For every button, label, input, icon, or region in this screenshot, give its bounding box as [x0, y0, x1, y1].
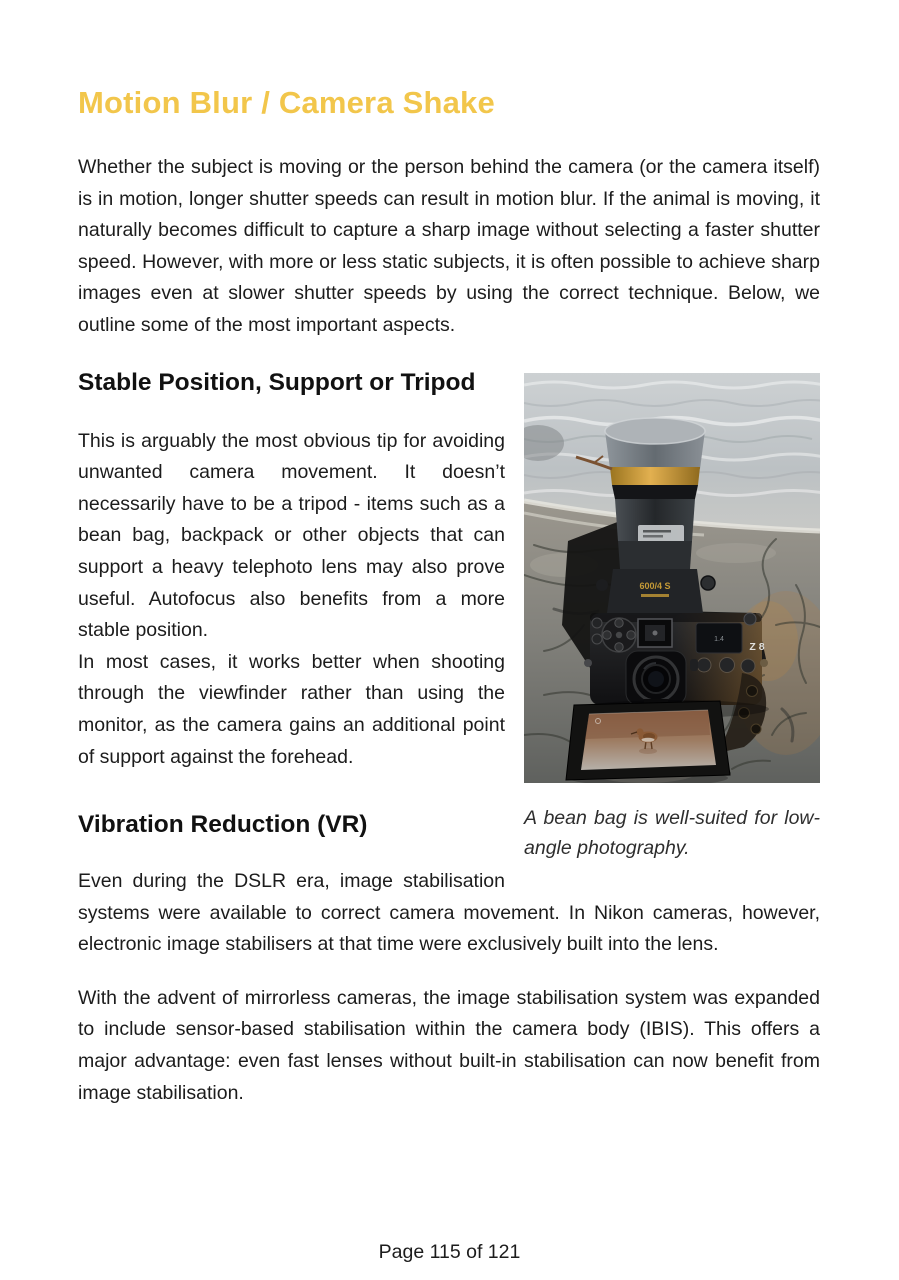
gold-lens-ring: [610, 467, 700, 485]
intro-paragraph: Whether the subject is moving or the person behind the camera (or the camera itself) is in motion, longer shutter speeds can result in motion blur. If the animal is moving, it naturally becomes difficult to capture a sharp image without selecting a faster shutter speed. However, with more or less static subjects, it is often possible to achieve sharp images even at slower shutter speeds by using the correct technique. Below, we outline some of the most important aspects.: [78, 156, 820, 336]
vibration-reduction-paragraph-1: Even during the DSLR era, image stabilisation systems were available to correct camera movement. In Nikon cameras, however, electronic image stabilisers at that time were exclusively built into the lens.: [78, 870, 820, 956]
lens-model-label: 600/4 S: [639, 580, 671, 591]
stable-position-paragraph-1: This is arguably the most obvious tip for avoiding unwanted camera movement. It doesn’t necessarily have to be a tripod - items such as a bean bag, backpack or other objects that can support a heavy telephoto lens may also prove useful. Autofocus also benefits from a more stable position.: [78, 429, 505, 642]
top-lcd-value: 1.4: [714, 635, 724, 643]
section-heading-stable-position: Stable Position, Support or Tripod: [78, 368, 476, 396]
camera-model-badge: Z 8: [749, 640, 765, 653]
figure-bean-bag-photo: [524, 373, 820, 863]
stable-position-paragraph-2: In most cases, it works better when shooting through the viewfinder rather than using the monitor, as the camera gains an additional point of support against the forehead.: [78, 650, 505, 768]
bean-bag-photo: [524, 373, 820, 783]
vibration-reduction-paragraph-2: With the advent of mirrorless cameras, the image stabilisation system was expanded to include sensor-based stabilisation within the camera body (IBIS). This offers a major advantage: even fast lenses without built-in stabilisation can now benefit from image stabilisation.: [78, 986, 820, 1104]
page-number: Page 115 of 121: [378, 1241, 521, 1263]
figure-caption: A bean bag is well-suited for low-angle photography.: [524, 806, 820, 859]
flip-screen: [566, 699, 730, 783]
section-heading-vibration-reduction: Vibration Reduction (VR): [78, 811, 368, 839]
lens-info-plate: [638, 525, 684, 543]
page-title: Motion Blur / Camera Shake: [78, 85, 495, 120]
